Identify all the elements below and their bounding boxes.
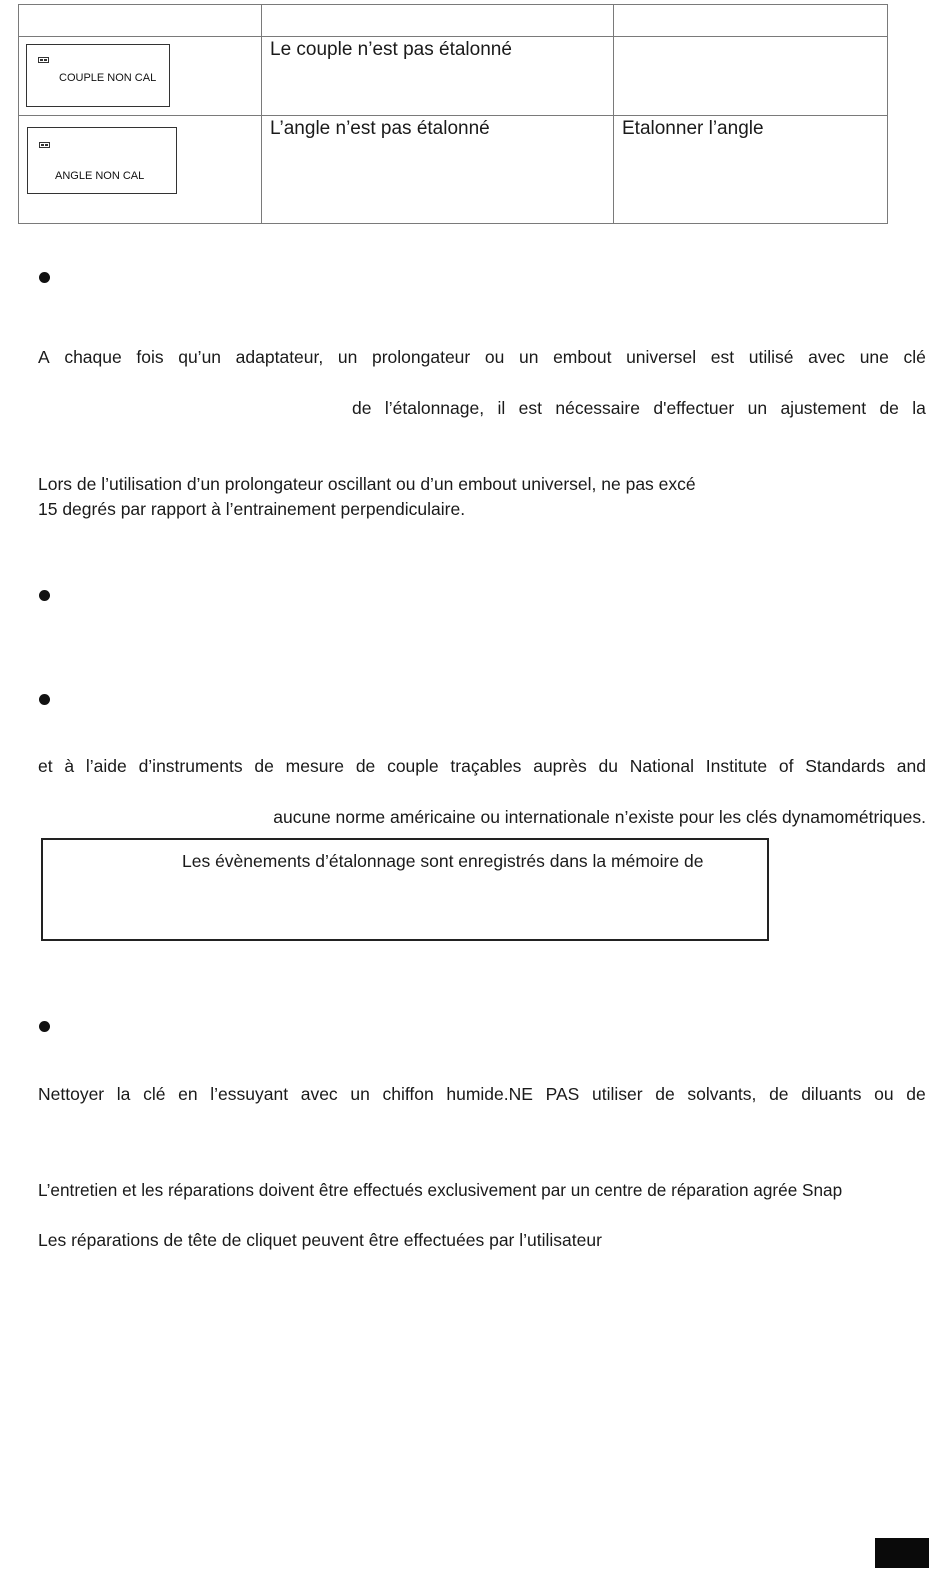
word: l’aide: [85, 756, 127, 776]
word: chaque: [64, 347, 122, 367]
word: une: [859, 347, 889, 367]
lcd-display-couple: [26, 44, 170, 107]
word: embout: [553, 347, 612, 367]
word: qu’un: [178, 347, 222, 367]
word: couple: [387, 756, 439, 776]
word: d'effectuer: [653, 398, 735, 418]
bullet-icon: [39, 272, 50, 283]
word: traçables: [450, 756, 522, 776]
word: and: [896, 756, 926, 776]
paragraph-service-line1: L’entretien et les réparations doivent être effectués exclusivement par un centre de réparation agrée Snap: [38, 1180, 843, 1200]
word: chiffon: [382, 1084, 434, 1104]
bullet-icon: [39, 590, 50, 601]
word: la: [116, 1084, 131, 1104]
word: ajustement: [780, 398, 867, 418]
table-border-left: [18, 4, 19, 224]
word: solvants,: [687, 1084, 757, 1104]
word: est: [710, 347, 735, 367]
word: un: [518, 347, 539, 367]
word: de: [352, 398, 372, 418]
paragraph-cleaning-line1: [38, 1083, 926, 1105]
battery-icon: [38, 57, 49, 63]
table-divider-col2: [613, 4, 614, 224]
word: Standards: [805, 756, 886, 776]
battery-icon: [39, 142, 50, 148]
lcd-text-angle: ANGLE NON CAL: [55, 170, 145, 182]
table-cell-cause: L’angle n’est pas étalonné: [270, 118, 490, 139]
word: la: [912, 398, 926, 418]
page-number-tab: [875, 1538, 929, 1568]
word: utiliser: [591, 1084, 643, 1104]
table-cell-action: Etalonner l’angle: [622, 118, 764, 139]
word: est: [518, 398, 542, 418]
table-divider-row: [18, 115, 888, 116]
word: prolongateur: [371, 347, 471, 367]
lcd-display-angle: [27, 127, 177, 194]
word: l’étalonnage,: [384, 398, 485, 418]
paragraph-adapters-line1: [38, 346, 926, 368]
word: du: [598, 756, 618, 776]
word: à: [64, 756, 75, 776]
table-divider-header: [18, 36, 888, 37]
word: of: [778, 756, 794, 776]
word: un: [337, 347, 358, 367]
table-border-bottom: [18, 223, 888, 224]
paragraph-calibration-line2: aucune norme américaine ou internationale n’existe pour les clés dynamométriques.: [273, 807, 926, 827]
bullet-icon: [39, 1021, 50, 1032]
word: de: [906, 1084, 926, 1104]
word: et: [38, 756, 53, 776]
word: universel: [626, 347, 697, 367]
bullet-icon: [39, 694, 50, 705]
word: humide.NE: [446, 1084, 533, 1104]
word: de: [355, 756, 376, 776]
word: utilisé: [748, 347, 794, 367]
word: de: [769, 1084, 789, 1104]
calibration-note-text: Les évènements d’étalonnage sont enregistrés dans la mémoire de: [182, 851, 704, 871]
word: clé: [903, 347, 926, 367]
paragraph-adapters-line2: [352, 397, 926, 419]
word: de: [254, 756, 274, 776]
word: mesure: [285, 756, 345, 776]
paragraph-oscillating-line1: Lors de l’utilisation d’un prolongateur oscillant ou d’un embout universel, ne pas excé: [38, 474, 696, 494]
word: A: [38, 347, 50, 367]
word: National: [629, 756, 694, 776]
word: d’instruments: [138, 756, 243, 776]
paragraph-calibration-line1: [38, 755, 926, 777]
word: auprès: [533, 756, 587, 776]
word: de: [879, 398, 899, 418]
table-divider-col1: [261, 4, 262, 224]
word: Nettoyer: [38, 1084, 105, 1104]
table-border-right: [887, 4, 888, 224]
word: Institute: [705, 756, 768, 776]
word: l’essuyant: [210, 1084, 289, 1104]
word: fois: [136, 347, 164, 367]
word: en: [178, 1084, 198, 1104]
word: adaptateur,: [235, 347, 324, 367]
word: diluants: [801, 1084, 862, 1104]
word: un: [350, 1084, 370, 1104]
calibration-note-box: [41, 838, 769, 941]
word: avec: [300, 1084, 338, 1104]
table-border-top: [18, 4, 888, 5]
table-cell-cause: Le couple n’est pas étalonné: [270, 39, 512, 60]
error-table: [18, 4, 888, 224]
lcd-text-couple: COUPLE NON CAL: [59, 72, 157, 84]
word: avec: [808, 347, 846, 367]
word: un: [747, 398, 768, 418]
paragraph-oscillating-line2: 15 degrés par rapport à l’entrainement perpendiculaire.: [38, 499, 466, 519]
word: clé: [143, 1084, 166, 1104]
word: ou: [874, 1084, 894, 1104]
paragraph-service-line2: Les réparations de tête de cliquet peuvent être effectuées par l’utilisateur: [38, 1230, 602, 1250]
word: nécessaire: [555, 398, 640, 418]
word: il: [497, 398, 506, 418]
word: PAS: [545, 1084, 580, 1104]
word: ou: [484, 347, 505, 367]
word: de: [655, 1084, 675, 1104]
